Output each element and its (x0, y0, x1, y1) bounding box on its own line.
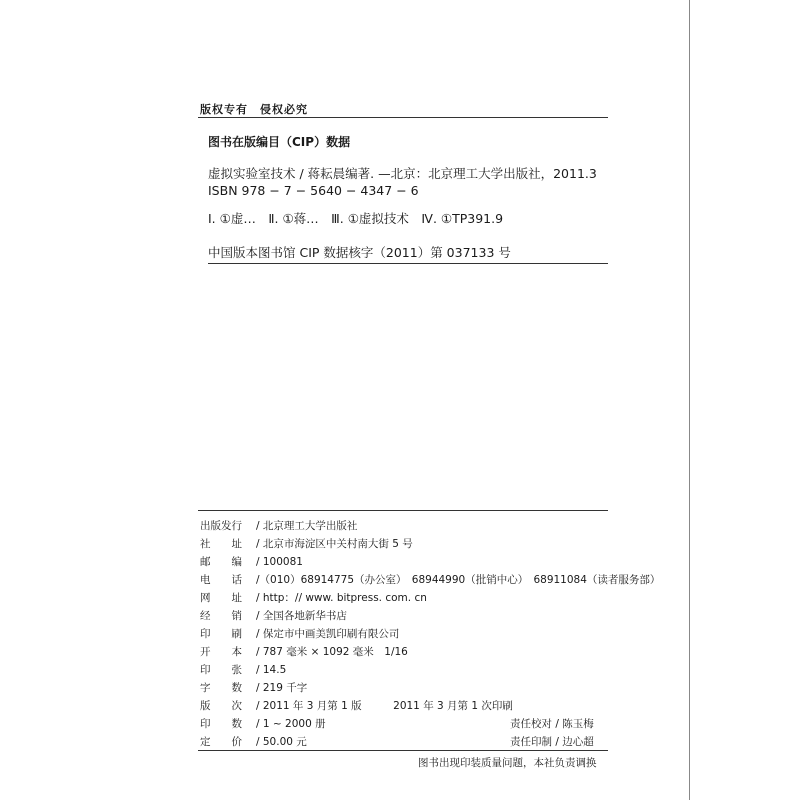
publication-value: /（010）68914775（办公室） 68944990（批销中心） 68911084（读者服务部） (256, 574, 661, 586)
publication-label: 邮 编 (200, 556, 242, 568)
publication-row (200, 572, 660, 587)
publication-label: 开 本 (200, 646, 242, 658)
publication-value: / 50.00 元 (256, 736, 307, 748)
publication-value: / http：// www. bitpress. com. cn (256, 592, 427, 604)
publication-value: / 100081 (256, 556, 303, 568)
publication-label: 经 销 (200, 610, 242, 622)
publication-label: 版 次 (200, 700, 242, 712)
publication-value: / 787 毫米 × 1092 毫米 1/16 (256, 646, 408, 658)
cip-title: 图书在版编目（CIP）数据 (208, 135, 351, 149)
publication-value: / 全国各地新华书店 (256, 610, 347, 622)
cip-line: Ⅰ. ①虚… Ⅱ. ①蒋… Ⅲ. ①虚拟技术 Ⅳ. ①TP391.9 (208, 211, 504, 226)
bottom-rule (198, 750, 608, 751)
quality-notice: 图书出现印装质量问题，本社负责调换 (418, 757, 597, 769)
publication-row (200, 554, 303, 569)
cip-line: 虚拟实验室技术 / 蒋耘晨编著. —北京：北京理工大学出版社，2011.3 (208, 166, 597, 181)
publication-row (200, 518, 357, 533)
publication-value: / 2011 年 3 月第 1 版 2011 年 3 月第 1 次印刷 (256, 700, 513, 712)
publication-value: / 北京市海淀区中关村南大街 5 号 (256, 538, 413, 550)
publication-value: / 14.5 (256, 664, 287, 676)
publication-row (200, 698, 513, 713)
publication-row (200, 590, 427, 605)
publication-row (200, 536, 413, 551)
publication-label: 印 数 (200, 718, 242, 730)
publication-label: 社 址 (200, 538, 242, 550)
top-rule (198, 117, 608, 118)
publication-label: 电 话 (200, 574, 242, 586)
publication-row (200, 626, 399, 641)
publication-value: / 219 千字 (256, 682, 308, 694)
publication-label: 定 价 (200, 736, 242, 748)
cip-line: ISBN 978 − 7 − 5640 − 4347 − 6 (208, 183, 419, 198)
print-supervisor-credit: 责任印制 / 边心超 (510, 736, 594, 748)
publication-value: / 北京理工大学出版社 (256, 520, 358, 532)
copyright-notice: 版权专有 侵权必究 (200, 103, 308, 116)
publication-label: 出版发行 (200, 520, 242, 532)
publication-label: 印 张 (200, 664, 242, 676)
publication-rule (198, 510, 608, 511)
publication-row (200, 734, 307, 749)
publication-value: / 1 ~ 2000 册 (256, 718, 326, 730)
publication-row (200, 716, 326, 731)
publication-value: / 保定市中画美凯印刷有限公司 (256, 628, 400, 640)
publication-row (200, 680, 307, 695)
publication-row (200, 608, 347, 623)
cip-rule (208, 263, 608, 264)
publication-label: 网 址 (200, 592, 242, 604)
publication-label: 字 数 (200, 682, 242, 694)
publication-row (200, 644, 408, 659)
proofreader-credit: 责任校对 / 陈玉梅 (510, 718, 594, 730)
publication-row (200, 662, 286, 677)
cip-line: 中国版本图书馆 CIP 数据核字（2011）第 037133 号 (208, 245, 511, 260)
publication-label: 印 刷 (200, 628, 242, 640)
